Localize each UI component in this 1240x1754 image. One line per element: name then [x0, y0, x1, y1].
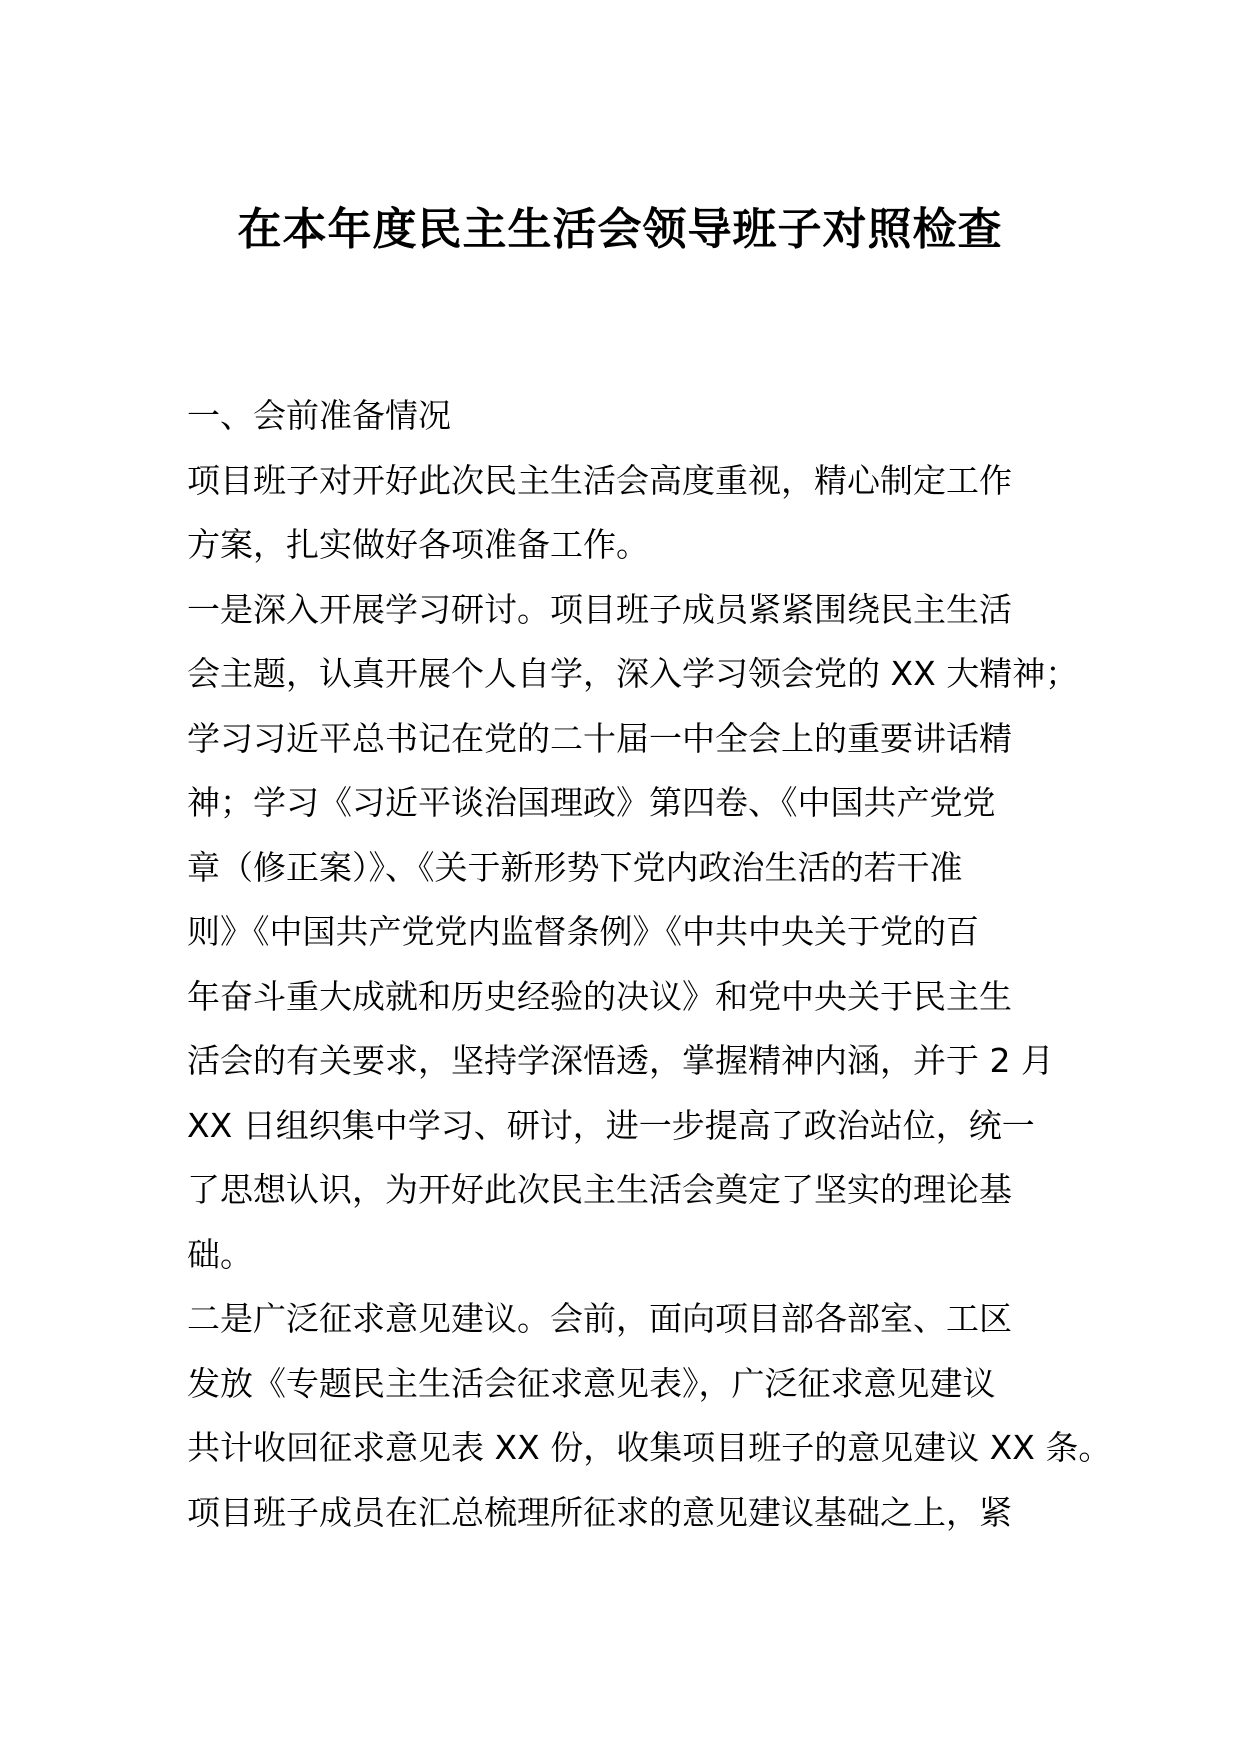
body-line: XX 日组织集中学习、研讨，进一步提高了政治站位，统一: [187, 1105, 1035, 1145]
body-line: 一是深入开展学习研讨。项目班子成员紧紧围绕民主生活: [187, 589, 1012, 629]
body-line: 方案，扎实做好各项准备工作。: [187, 525, 649, 564]
body-line: 活会的有关要求，坚持学深悟透，掌握精神内涵，并于 2 月: [187, 1041, 1054, 1080]
body-line: 二是广泛征求意见建议。会前，面向项目部各部室、工区: [187, 1299, 1012, 1338]
body-line: 则》《中国共产党党内监督条例》《中共中央关于党的百: [187, 912, 979, 951]
body-line: 年奋斗重大成就和历史经验的决议》和党中央关于民主生: [187, 976, 1012, 1016]
section-heading: 一、会前准备情况: [187, 396, 451, 435]
document-body: [187, 384, 1112, 1545]
body-line: 会主题，认真开展个人自学，深入学习领会党的 XX 大精神；: [187, 654, 1079, 693]
body-line: 项目班子对开好此次民主生活会高度重视，精心制定工作: [187, 460, 1012, 500]
document-title: 在本年度民主生活会领导班子对照检查: [237, 204, 1003, 255]
body-line: 学习习近平总书记在党的二十届一中全会上的重要讲话精: [187, 718, 1012, 758]
body-line: 神；学习《习近平谈治国理政》第四卷、《中国共产党党: [187, 783, 996, 822]
body-line: 章（修正案）》、《关于新形势下党内政治生活的若干准: [187, 847, 963, 887]
body-line: 共计收回征求意见表 XX 份，收集项目班子的意见建议 XX 条。: [187, 1428, 1112, 1467]
body-line: 发放《专题民主生活会征求意见表》，广泛征求意见建议: [187, 1363, 996, 1403]
body-line: 了思想认识，为开好此次民主生活会奠定了坚实的理论基: [187, 1170, 1012, 1209]
body-line: 础。: [187, 1234, 253, 1274]
body-line: 项目班子成员在汇总梳理所征求的意见建议基础之上，紧: [187, 1492, 1012, 1532]
